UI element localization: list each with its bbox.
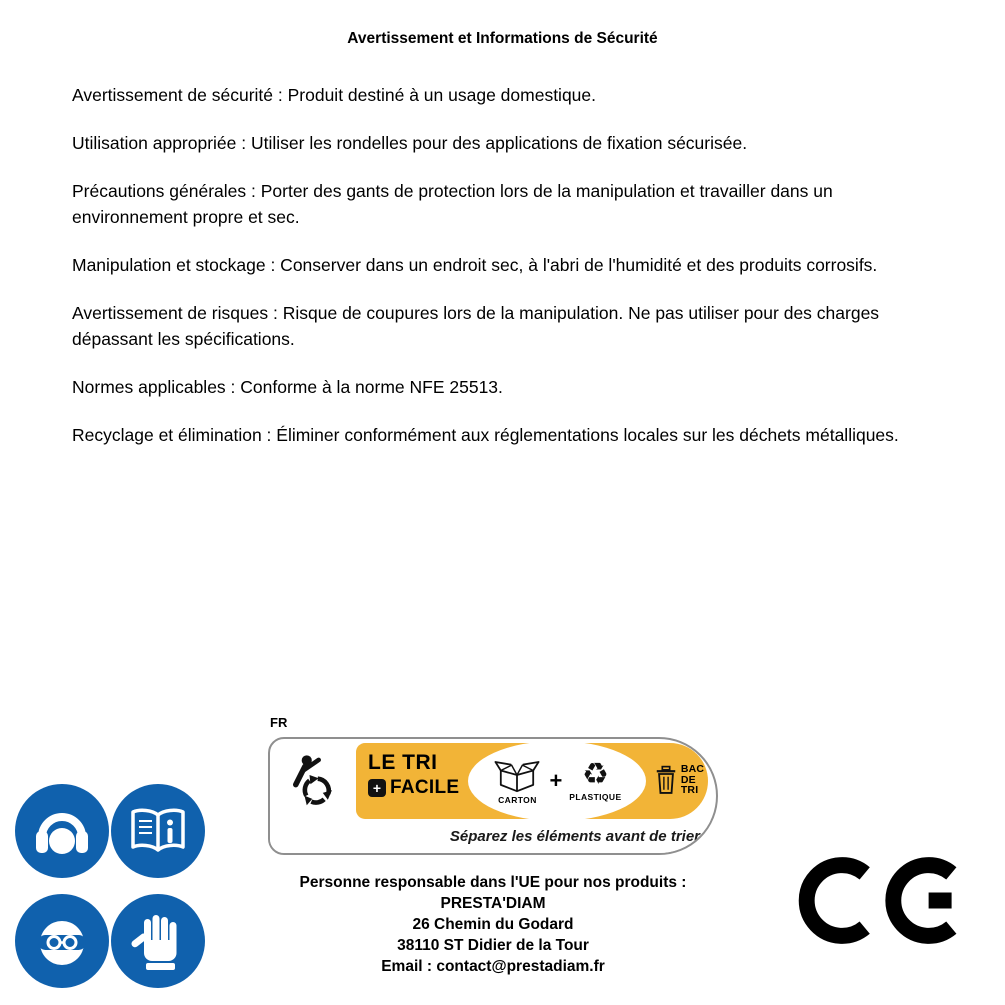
country-code: FR — [270, 715, 288, 730]
safety-paragraphs — [72, 82, 924, 470]
address-city: 38110 ST Didier de la Tour — [397, 937, 589, 954]
paragraph-safety-warning: Avertissement de sécurité : Produit destiné à un usage domestique. — [72, 85, 597, 105]
materials-group — [468, 741, 646, 821]
address-street: 26 Chemin du Godard — [412, 916, 574, 933]
recycle-triangle-icon: ♻ — [581, 758, 609, 791]
protective-gloves-icon — [111, 894, 205, 988]
carton-box-icon — [492, 757, 542, 793]
ce-mark-icon — [796, 851, 964, 955]
paragraph-applicable-standards: Normes applicables : Conforme à la norme NFE 25513. — [72, 377, 503, 397]
plus-joiner: + — [549, 768, 563, 793]
responsible-person-block — [268, 872, 718, 977]
eye-protection-icon — [15, 894, 109, 988]
le-tri-text: LE TRI — [368, 751, 438, 774]
sorting-bin-group — [648, 749, 710, 811]
paragraph-general-precautions: Précautions générales : Porter des gants de protection lors de la manipulation et travailler dans un environnement propre et sec. — [72, 181, 833, 227]
read-manual-icon — [111, 784, 205, 878]
contact-email: Email : contact@prestadiam.fr — [381, 958, 605, 975]
facile-text: FACILE — [390, 777, 460, 798]
material-plastique — [569, 760, 621, 802]
carton-caption: CARTON — [498, 795, 537, 805]
paragraph-recycling-disposal: Recyclage et élimination : Éliminer conformément aux réglementations locales sur les déchets métalliques. — [72, 425, 899, 445]
sorting-instruction-label — [268, 737, 718, 855]
ear-protection-icon — [15, 784, 109, 878]
paragraph-risk-warning: Avertissement de risques : Risque de coupures lors de la manipulation. Ne pas utiliser pour des charges dépassant les spécifications. — [72, 303, 880, 349]
mandatory-pictograms — [15, 784, 205, 988]
paragraph-appropriate-use: Utilisation appropriée : Utiliser les rondelles pour des applications de fixation sécurisée. — [72, 133, 748, 153]
sorting-tagline: Séparez les éléments avant de trier — [270, 820, 716, 853]
trash-bin-icon — [654, 764, 678, 796]
material-carton — [492, 757, 542, 805]
le-tri-facile-wordmark — [368, 752, 459, 797]
plus-badge-icon: + — [368, 779, 386, 797]
triman-icon — [274, 743, 356, 819]
plastique-caption: PLASTIQUE — [569, 792, 622, 802]
page-title: Avertissement et Informations de Sécurité — [347, 30, 658, 47]
responsible-intro: Personne responsable dans l'UE pour nos produits : — [299, 874, 687, 891]
company-name: PRESTA'DIAM — [440, 895, 546, 912]
bin-caption: BAC DE TRI — [680, 763, 705, 797]
paragraph-handling-storage: Manipulation et stockage : Conserver dans un endroit sec, à l'abri de l'humidité et des produits corrosifs. — [72, 255, 878, 275]
